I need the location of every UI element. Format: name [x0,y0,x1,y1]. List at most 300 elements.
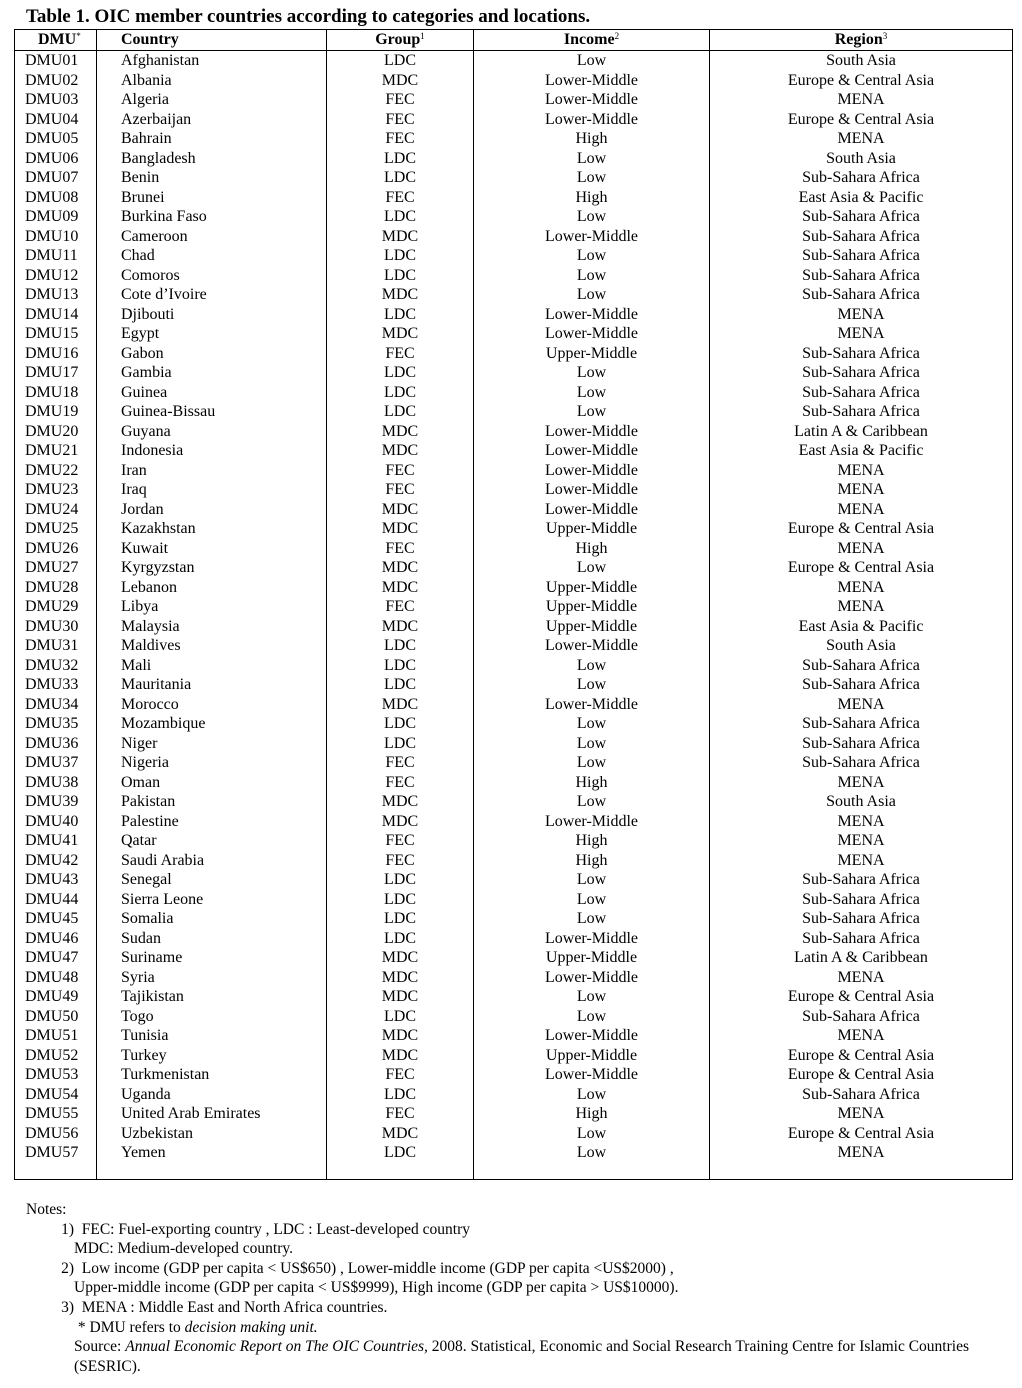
cell-dmu: DMU06 [15,149,97,169]
cell-dmu: DMU07 [15,168,97,188]
cell-region: MENA [710,480,1013,500]
cell-region: Europe & Central Asia [710,1124,1013,1144]
cell-income: Low [474,890,710,910]
cell-dmu: DMU20 [15,422,97,442]
table-row [15,773,1013,793]
cell-dmu: DMU43 [15,870,97,890]
cell-dmu: DMU14 [15,305,97,325]
cell-dmu: DMU02 [15,71,97,91]
cell-region: MENA [710,773,1013,793]
cell-country: Guyana [97,422,327,442]
cell-income: Low [474,1085,710,1105]
table-row [15,519,1013,539]
cell-income: Lower-Middle [474,71,710,91]
cell-income: Low [474,1007,710,1027]
cell-group: FEC [327,480,474,500]
cell-region: Sub-Sahara Africa [710,734,1013,754]
column-header-income [474,30,710,51]
table-row [15,71,1013,91]
table-row [15,851,1013,871]
table-row [15,129,1013,149]
cell-country: Sudan [97,929,327,949]
cell-country: Saudi Arabia [97,851,327,871]
dmu-footnote [26,1318,1006,1338]
cell-dmu: DMU12 [15,266,97,286]
cell-country: Malaysia [97,617,327,637]
cell-group: LDC [327,168,474,188]
cell-dmu: DMU37 [15,753,97,773]
cell-region: Europe & Central Asia [710,519,1013,539]
note-text: MENA : Middle East and North Africa countries. [81,1298,388,1316]
cell-income: Lower-Middle [474,1065,710,1085]
cell-country: Cameroon [97,227,327,247]
cell-income: Upper-Middle [474,519,710,539]
cell-country: Lebanon [97,578,327,598]
cell-country: Somalia [97,909,327,929]
cell-country: Burkina Faso [97,207,327,227]
cell-region: MENA [710,1143,1013,1163]
cell-income: Lower-Middle [474,441,710,461]
cell-group: MDC [327,519,474,539]
column-header-footnote: * [76,31,81,41]
cell-country: Senegal [97,870,327,890]
table-header-row [15,30,1013,51]
cell-income: Low [474,909,710,929]
cell-country: Cote d’Ivoire [97,285,327,305]
cell-country: Gabon [97,344,327,364]
cell-income: Upper-Middle [474,1046,710,1066]
cell-group: LDC [327,1143,474,1163]
cell-income: Low [474,207,710,227]
cell-dmu: DMU30 [15,617,97,637]
cell-group: MDC [327,578,474,598]
cell-country: Algeria [97,90,327,110]
table-row [15,500,1013,520]
cell-group: LDC [327,383,474,403]
cell-group: LDC [327,207,474,227]
note-2 [26,1259,1006,1279]
cell-group: MDC [327,1046,474,1066]
cell-dmu: DMU46 [15,929,97,949]
cell-group: LDC [327,909,474,929]
table-row [15,168,1013,188]
cell-dmu: DMU55 [15,1104,97,1124]
cell-dmu: DMU54 [15,1085,97,1105]
cell-dmu: DMU22 [15,461,97,481]
cell-dmu: DMU01 [15,51,97,71]
table-row [15,1104,1013,1124]
table-row [15,675,1013,695]
cell-country: Kyrgyzstan [97,558,327,578]
table-row [15,734,1013,754]
cell-group: LDC [327,656,474,676]
table-row [15,890,1013,910]
cell-group: MDC [327,422,474,442]
cell-group: LDC [327,305,474,325]
cell-region: MENA [710,597,1013,617]
cell-dmu: DMU39 [15,792,97,812]
cell-country: Syria [97,968,327,988]
table-row [15,324,1013,344]
cell-group: LDC [327,929,474,949]
cell-dmu: DMU16 [15,344,97,364]
cell-income: Lower-Middle [474,324,710,344]
cell-dmu: DMU10 [15,227,97,247]
cell-income: Low [474,987,710,1007]
cell-group: MDC [327,695,474,715]
table-row [15,305,1013,325]
cell-income: Upper-Middle [474,617,710,637]
column-header-group [327,30,474,51]
table-row [15,617,1013,637]
cell-region: East Asia & Pacific [710,188,1013,208]
cell-income: Low [474,266,710,286]
column-header-label: Region [834,31,883,48]
cell-dmu: DMU35 [15,714,97,734]
cell-group: LDC [327,402,474,422]
cell-dmu: DMU33 [15,675,97,695]
cell-group: LDC [327,734,474,754]
cell-group: MDC [327,441,474,461]
cell-country: Gambia [97,363,327,383]
note-number: 1) [61,1220,74,1238]
cell-country: Egypt [97,324,327,344]
table-row [15,792,1013,812]
cell-country: Indonesia [97,441,327,461]
table-row [15,207,1013,227]
table-row [15,90,1013,110]
table-row [15,597,1013,617]
table-row [15,110,1013,130]
table-row [15,363,1013,383]
cell-group: LDC [327,714,474,734]
cell-dmu: DMU48 [15,968,97,988]
cell-region: Sub-Sahara Africa [710,246,1013,266]
table-row [15,870,1013,890]
cell-group: MDC [327,792,474,812]
cell-income: High [474,773,710,793]
cell-country: Morocco [97,695,327,715]
table-row [15,227,1013,247]
cell-region: MENA [710,90,1013,110]
cell-region: MENA [710,1026,1013,1046]
cell-region: MENA [710,539,1013,559]
cell-region: Latin A & Caribbean [710,948,1013,968]
cell-region: MENA [710,324,1013,344]
cell-income: Lower-Middle [474,90,710,110]
oic-countries-table [14,29,1013,1180]
cell-group: LDC [327,246,474,266]
cell-income: Lower-Middle [474,305,710,325]
cell-dmu: DMU04 [15,110,97,130]
cell-income: High [474,831,710,851]
cell-income: Low [474,383,710,403]
notes-heading: Notes: [26,1201,67,1218]
table-row [15,714,1013,734]
cell-dmu: DMU24 [15,500,97,520]
table-row [15,149,1013,169]
cell-dmu: DMU23 [15,480,97,500]
cell-dmu: DMU47 [15,948,97,968]
cell-region: Sub-Sahara Africa [710,656,1013,676]
cell-region: Sub-Sahara Africa [710,383,1013,403]
cell-region: MENA [710,461,1013,481]
cell-region: Sub-Sahara Africa [710,714,1013,734]
cell-income: Low [474,675,710,695]
cell-group: MDC [327,1026,474,1046]
cell-country: Mauritania [97,675,327,695]
note-1-continued: MDC: Medium-developed country. [74,1240,293,1258]
cell-region: MENA [710,578,1013,598]
cell-group: FEC [327,851,474,871]
cell-dmu: DMU42 [15,851,97,871]
table-row [15,1026,1013,1046]
table-row [15,422,1013,442]
cell-region: East Asia & Pacific [710,617,1013,637]
cell-income: Low [474,714,710,734]
cell-group: MDC [327,812,474,832]
cell-region: Europe & Central Asia [710,558,1013,578]
cell-region: East Asia & Pacific [710,441,1013,461]
cell-region: Europe & Central Asia [710,110,1013,130]
table-row [15,636,1013,656]
cell-region: MENA [710,129,1013,149]
cell-dmu: DMU49 [15,987,97,1007]
cell-country: Afghanistan [97,51,327,71]
cell-dmu: DMU56 [15,1124,97,1144]
column-header-footnote: 3 [882,31,888,41]
table-row [15,51,1013,71]
cell-country: Nigeria [97,753,327,773]
cell-country: Suriname [97,948,327,968]
table-row [15,831,1013,851]
cell-income: Lower-Middle [474,636,710,656]
cell-income: Low [474,363,710,383]
table-row [15,383,1013,403]
cell-dmu: DMU18 [15,383,97,403]
cell-dmu: DMU57 [15,1143,97,1163]
cell-dmu: DMU03 [15,90,97,110]
cell-group: FEC [327,539,474,559]
cell-income: Low [474,285,710,305]
cell-region: Europe & Central Asia [710,1065,1013,1085]
table-body [15,51,1013,1180]
column-header-region [710,30,1013,51]
cell-income: Low [474,402,710,422]
table-row [15,461,1013,481]
cell-region: Europe & Central Asia [710,1046,1013,1066]
cell-region: Sub-Sahara Africa [710,207,1013,227]
cell-region: Sub-Sahara Africa [710,675,1013,695]
cell-country: Tajikistan [97,987,327,1007]
table-row [15,246,1013,266]
cell-region: Sub-Sahara Africa [710,870,1013,890]
cell-group: MDC [327,558,474,578]
cell-region: MENA [710,968,1013,988]
cell-income: Lower-Middle [474,480,710,500]
cell-group: FEC [327,831,474,851]
cell-region: Sub-Sahara Africa [710,1007,1013,1027]
cell-country: Palestine [97,812,327,832]
cell-group: MDC [327,227,474,247]
source-note [26,1337,1006,1376]
table-row [15,266,1013,286]
cell-country: Yemen [97,1143,327,1163]
cell-dmu: DMU25 [15,519,97,539]
table-row [15,909,1013,929]
table-row [15,948,1013,968]
cell-group: FEC [327,129,474,149]
cell-region: Europe & Central Asia [710,987,1013,1007]
cell-group: MDC [327,948,474,968]
cell-income: High [474,539,710,559]
table-row [15,1046,1013,1066]
cell-dmu: DMU34 [15,695,97,715]
source-title: Annual Economic Report on The OIC Countries, [125,1338,428,1356]
cell-region: Latin A & Caribbean [710,422,1013,442]
cell-group: FEC [327,753,474,773]
note-2-continued: Upper-middle income (GDP per capita < US$9999), High income (GDP per capita > US$10000). [74,1279,679,1297]
dmu-footnote-italic: decision making unit. [184,1318,318,1336]
cell-region: MENA [710,695,1013,715]
cell-country: Mozambique [97,714,327,734]
table-row [15,441,1013,461]
cell-income: Lower-Middle [474,1026,710,1046]
cell-country: Iraq [97,480,327,500]
table-row [15,558,1013,578]
cell-region: Sub-Sahara Africa [710,890,1013,910]
cell-dmu: DMU44 [15,890,97,910]
cell-country: Bangladesh [97,149,327,169]
cell-country: Brunei [97,188,327,208]
column-header-label: Country [121,31,179,48]
cell-country: Uganda [97,1085,327,1105]
cell-income: High [474,1104,710,1124]
cell-group: FEC [327,90,474,110]
note-number: 3) [61,1298,74,1316]
cell-dmu: DMU41 [15,831,97,851]
cell-income: High [474,851,710,871]
cell-income: Lower-Middle [474,227,710,247]
cell-country: Sierra Leone [97,890,327,910]
cell-dmu: DMU31 [15,636,97,656]
cell-group: MDC [327,324,474,344]
cell-country: United Arab Emirates [97,1104,327,1124]
cell-country: Albania [97,71,327,91]
table-row [15,539,1013,559]
cell-region: Sub-Sahara Africa [710,344,1013,364]
cell-region: South Asia [710,792,1013,812]
column-header-country [97,30,327,51]
cell-region: Europe & Central Asia [710,71,1013,91]
cell-income: Low [474,168,710,188]
cell-dmu: DMU09 [15,207,97,227]
table-row [15,578,1013,598]
table-row [15,812,1013,832]
cell-region: Sub-Sahara Africa [710,402,1013,422]
table-row [15,402,1013,422]
cell-country: Turkey [97,1046,327,1066]
cell-income: Lower-Middle [474,110,710,130]
cell-group: LDC [327,1085,474,1105]
cell-group: FEC [327,110,474,130]
table-row [15,285,1013,305]
cell-region: MENA [710,500,1013,520]
note-1 [26,1220,1006,1240]
table-row [15,188,1013,208]
note-number: 2) [61,1259,74,1277]
cell-dmu: DMU26 [15,539,97,559]
column-header-label: Income [563,31,615,48]
cell-group: LDC [327,149,474,169]
column-header-footnote: 2 [614,31,620,41]
cell-group: LDC [327,870,474,890]
cell-group: MDC [327,968,474,988]
cell-income: Low [474,51,710,71]
cell-country: Turkmenistan [97,1065,327,1085]
table-row [15,656,1013,676]
cell-region: South Asia [710,636,1013,656]
cell-dmu: DMU17 [15,363,97,383]
cell-region: Sub-Sahara Africa [710,753,1013,773]
column-header-dmu [15,30,97,51]
cell-income: Low [474,1143,710,1163]
cell-group: LDC [327,266,474,286]
spacer-cell [474,1163,710,1180]
cell-income: Low [474,656,710,676]
cell-region: South Asia [710,51,1013,71]
cell-group: MDC [327,617,474,637]
cell-region: Sub-Sahara Africa [710,929,1013,949]
cell-dmu: DMU29 [15,597,97,617]
cell-country: Chad [97,246,327,266]
cell-country: Kazakhstan [97,519,327,539]
source-label: Source: [74,1338,126,1356]
cell-region: MENA [710,851,1013,871]
cell-country: Azerbaijan [97,110,327,130]
cell-region: Sub-Sahara Africa [710,1085,1013,1105]
cell-country: Tunisia [97,1026,327,1046]
cell-group: LDC [327,890,474,910]
cell-dmu: DMU08 [15,188,97,208]
cell-group: MDC [327,500,474,520]
cell-region: MENA [710,1104,1013,1124]
cell-group: FEC [327,773,474,793]
table-row [15,1085,1013,1105]
table-row [15,968,1013,988]
cell-country: Togo [97,1007,327,1027]
cell-country: Oman [97,773,327,793]
cell-region: Sub-Sahara Africa [710,168,1013,188]
cell-region: Sub-Sahara Africa [710,227,1013,247]
cell-group: MDC [327,1124,474,1144]
column-header-label: Group [375,31,421,48]
cell-dmu: DMU27 [15,558,97,578]
cell-region: South Asia [710,149,1013,169]
source-text: 2008. Statistical, Economic and Social Research Training Centre for Islamic Countries (SESRIC). [74,1338,969,1375]
cell-group: FEC [327,1104,474,1124]
cell-country: Benin [97,168,327,188]
table-row [15,1007,1013,1027]
cell-dmu: DMU13 [15,285,97,305]
spacer-cell [97,1163,327,1180]
cell-dmu: DMU40 [15,812,97,832]
note-3 [26,1298,1006,1318]
cell-group: MDC [327,987,474,1007]
cell-income: Low [474,149,710,169]
cell-region: Sub-Sahara Africa [710,363,1013,383]
cell-group: FEC [327,188,474,208]
